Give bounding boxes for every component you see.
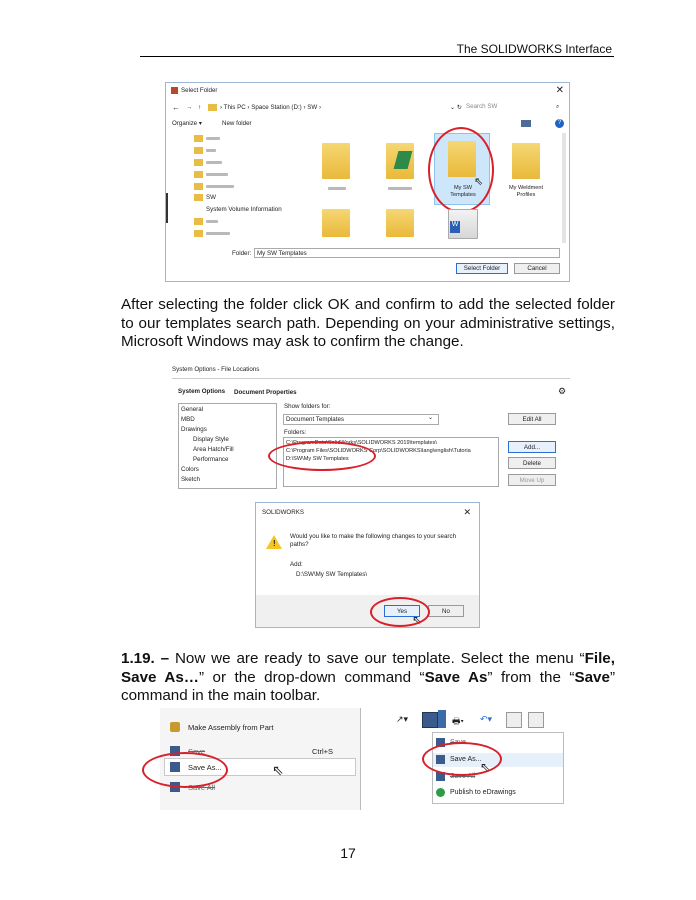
- edrawings-icon: [436, 788, 445, 797]
- navigation-pane: [172, 133, 302, 251]
- no-button[interactable]: No: [428, 605, 464, 617]
- tree-item[interactable]: Area Hatch/Fill: [193, 446, 234, 453]
- up-arrow-icon[interactable]: ↑: [198, 104, 202, 111]
- move-up-button[interactable]: Move Up: [508, 474, 556, 486]
- folders-label: Folders:: [284, 429, 307, 436]
- mouse-cursor-icon: ⇖: [474, 176, 484, 188]
- menu-item-make-assembly[interactable]: Make Assembly from Part: [188, 723, 274, 732]
- chevron-down-icon[interactable]: ⌄: [428, 414, 434, 421]
- step-dash: –: [160, 650, 170, 667]
- dropdown-item-save[interactable]: Save: [450, 739, 466, 746]
- add-label: Add:: [290, 561, 303, 568]
- dialog-message: Would you like to make the following changes to your search paths?: [290, 533, 457, 548]
- tree-item[interactable]: Sketch: [181, 476, 200, 483]
- show-folders-label: Show folders for:: [284, 403, 331, 410]
- breadcrumb: › This PC › Space Station (D:) › SW ›: [220, 104, 321, 111]
- save-toolbar-button[interactable]: [422, 712, 438, 728]
- dropdown-item-save-all[interactable]: Save All: [450, 773, 476, 780]
- page-number: 17: [340, 845, 356, 861]
- add-button[interactable]: Add...: [508, 441, 556, 453]
- highlight-circle: [142, 752, 228, 788]
- breadcrumb-this-pc[interactable]: This PC: [223, 104, 246, 111]
- folder-path-new[interactable]: D:\SW\My SW Templates: [286, 456, 349, 462]
- refresh-icon[interactable]: ⌄ ↻: [450, 104, 463, 111]
- nav-item-sw[interactable]: SW: [206, 194, 216, 201]
- body-paragraph: After selecting the folder click OK and confirm to add the selected folder to our templates search path. Depending on your administrative settings, Microsoft Windows may ask to confirm the change.: [121, 296, 615, 350]
- running-header: The SOLIDWORKS Interface: [456, 42, 612, 56]
- folder-tile[interactable]: [386, 209, 414, 237]
- step-number: 1.19.: [121, 650, 155, 667]
- tool-icon[interactable]: [528, 712, 544, 728]
- view-icon[interactable]: [521, 120, 531, 127]
- select-folder-dialog: [165, 82, 570, 282]
- yes-button[interactable]: Yes: [384, 605, 420, 617]
- folder-my-weldment-profiles[interactable]: [512, 143, 540, 179]
- folder-path[interactable]: C:\Program Files\SOLIDWORKS Corp\SOLIDWORKS\lang\english\Tutoria: [286, 448, 471, 454]
- folder-type-select[interactable]: Document Templates: [283, 414, 439, 425]
- tree-item[interactable]: Performance: [193, 456, 229, 463]
- new-folder-button[interactable]: New folder: [222, 120, 252, 127]
- window-title: Select Folder: [181, 87, 218, 94]
- tree-item[interactable]: Colors: [181, 466, 199, 473]
- toolbar-arrow-icon[interactable]: ↗▾: [396, 714, 409, 724]
- print-icon[interactable]: 🖶▾: [452, 716, 464, 726]
- menu-path: File, Save As…: [121, 650, 615, 686]
- highlight-circle: [422, 742, 502, 776]
- breadcrumb-sw[interactable]: SW: [307, 104, 318, 111]
- tab-document-properties[interactable]: Document Properties: [234, 389, 297, 396]
- app-icon: [171, 87, 178, 94]
- select-folder-button[interactable]: Select Folder: [456, 263, 508, 274]
- dropdown-item-save-as[interactable]: Save As...: [450, 756, 482, 763]
- tab-system-options[interactable]: System Options: [178, 388, 226, 395]
- undo-icon[interactable]: ↶▾: [480, 714, 493, 724]
- assembly-icon: [170, 722, 180, 732]
- add-path: D:\SW\My SW Templates\: [296, 571, 368, 578]
- mouse-cursor-icon: ⇖: [272, 762, 284, 778]
- help-icon[interactable]: ?: [555, 119, 564, 128]
- folder-field-label: Folder:: [232, 250, 252, 257]
- mouse-cursor-icon: ⇖: [412, 613, 423, 627]
- highlight-circle: [428, 127, 494, 213]
- close-icon[interactable]: ✕: [555, 85, 564, 96]
- cancel-button[interactable]: Cancel: [514, 263, 560, 274]
- highlight-circle: [370, 597, 430, 627]
- nav-item-system-volume[interactable]: System Volume Information: [206, 206, 282, 213]
- options-tree: [178, 403, 277, 489]
- toolbar-command: Save: [574, 668, 610, 686]
- file-menu: [160, 708, 361, 810]
- folder-label-templates: My SW Templates: [450, 185, 476, 198]
- highlight-circle: [268, 441, 376, 471]
- tree-item[interactable]: General: [181, 406, 204, 413]
- header-rule: [140, 56, 614, 57]
- folder-icon: [208, 104, 217, 111]
- folder-tile[interactable]: [322, 209, 350, 237]
- folder-field[interactable]: My SW Templates: [254, 248, 560, 258]
- back-arrow-icon[interactable]: ←: [172, 103, 180, 112]
- command-name: Save As: [424, 668, 488, 686]
- folder-label-weldment: My Weldment Profiles: [508, 185, 544, 198]
- scrollbar[interactable]: [562, 133, 566, 243]
- forward-arrow-icon[interactable]: →: [186, 104, 193, 111]
- word-doc-icon: W: [450, 221, 460, 233]
- search-input[interactable]: Search SW: [466, 103, 498, 110]
- search-icon[interactable]: ⌕: [556, 103, 560, 110]
- dropdown-item-publish[interactable]: Publish to eDrawings: [450, 789, 516, 796]
- window-title: System Options - File Locations: [172, 366, 260, 373]
- menu-item-save-all[interactable]: Save All: [188, 783, 216, 792]
- delete-button[interactable]: Delete: [508, 457, 556, 469]
- organize-menu[interactable]: Organize ▾: [172, 120, 202, 127]
- dialog-title: SOLIDWORKS: [262, 509, 304, 516]
- folder-tile[interactable]: [322, 143, 350, 179]
- shortcut-label: Ctrl+S: [312, 747, 334, 756]
- tree-item[interactable]: Drawings: [181, 426, 207, 433]
- breadcrumb-drive[interactable]: Space Station (D:): [251, 104, 302, 111]
- menu-item-save-as[interactable]: Save As...: [188, 763, 222, 772]
- gear-icon[interactable]: ⚙: [558, 386, 567, 396]
- tree-item[interactable]: Display Style: [193, 436, 229, 443]
- folder-path[interactable]: C:\ProgramData\SolidWorks\SOLIDWORKS 2019\templates\: [286, 440, 437, 446]
- menu-item-save[interactable]: Save: [188, 747, 206, 756]
- tree-item[interactable]: MBD: [181, 416, 195, 423]
- close-icon[interactable]: ✕: [463, 507, 471, 517]
- step-paragraph: 1.19. – Now we are ready to save our template. Select the menu “File, Save As…” or the drop-down command “Save As” from the “Save” command in the main toolbar.: [121, 650, 616, 704]
- mouse-cursor-icon: ⇖: [480, 760, 491, 774]
- save-dropdown-arrow[interactable]: [438, 710, 446, 728]
- confirm-dialog: SOLIDWORKS ✕ ! Would you like to make the following changes to your search paths? Add: D:\SW\My SW Templates\ Yes No ⇖: [255, 502, 480, 628]
- select-icon[interactable]: [506, 712, 522, 728]
- save-dropdown: [386, 708, 576, 810]
- edit-all-button[interactable]: Edit All: [508, 413, 556, 425]
